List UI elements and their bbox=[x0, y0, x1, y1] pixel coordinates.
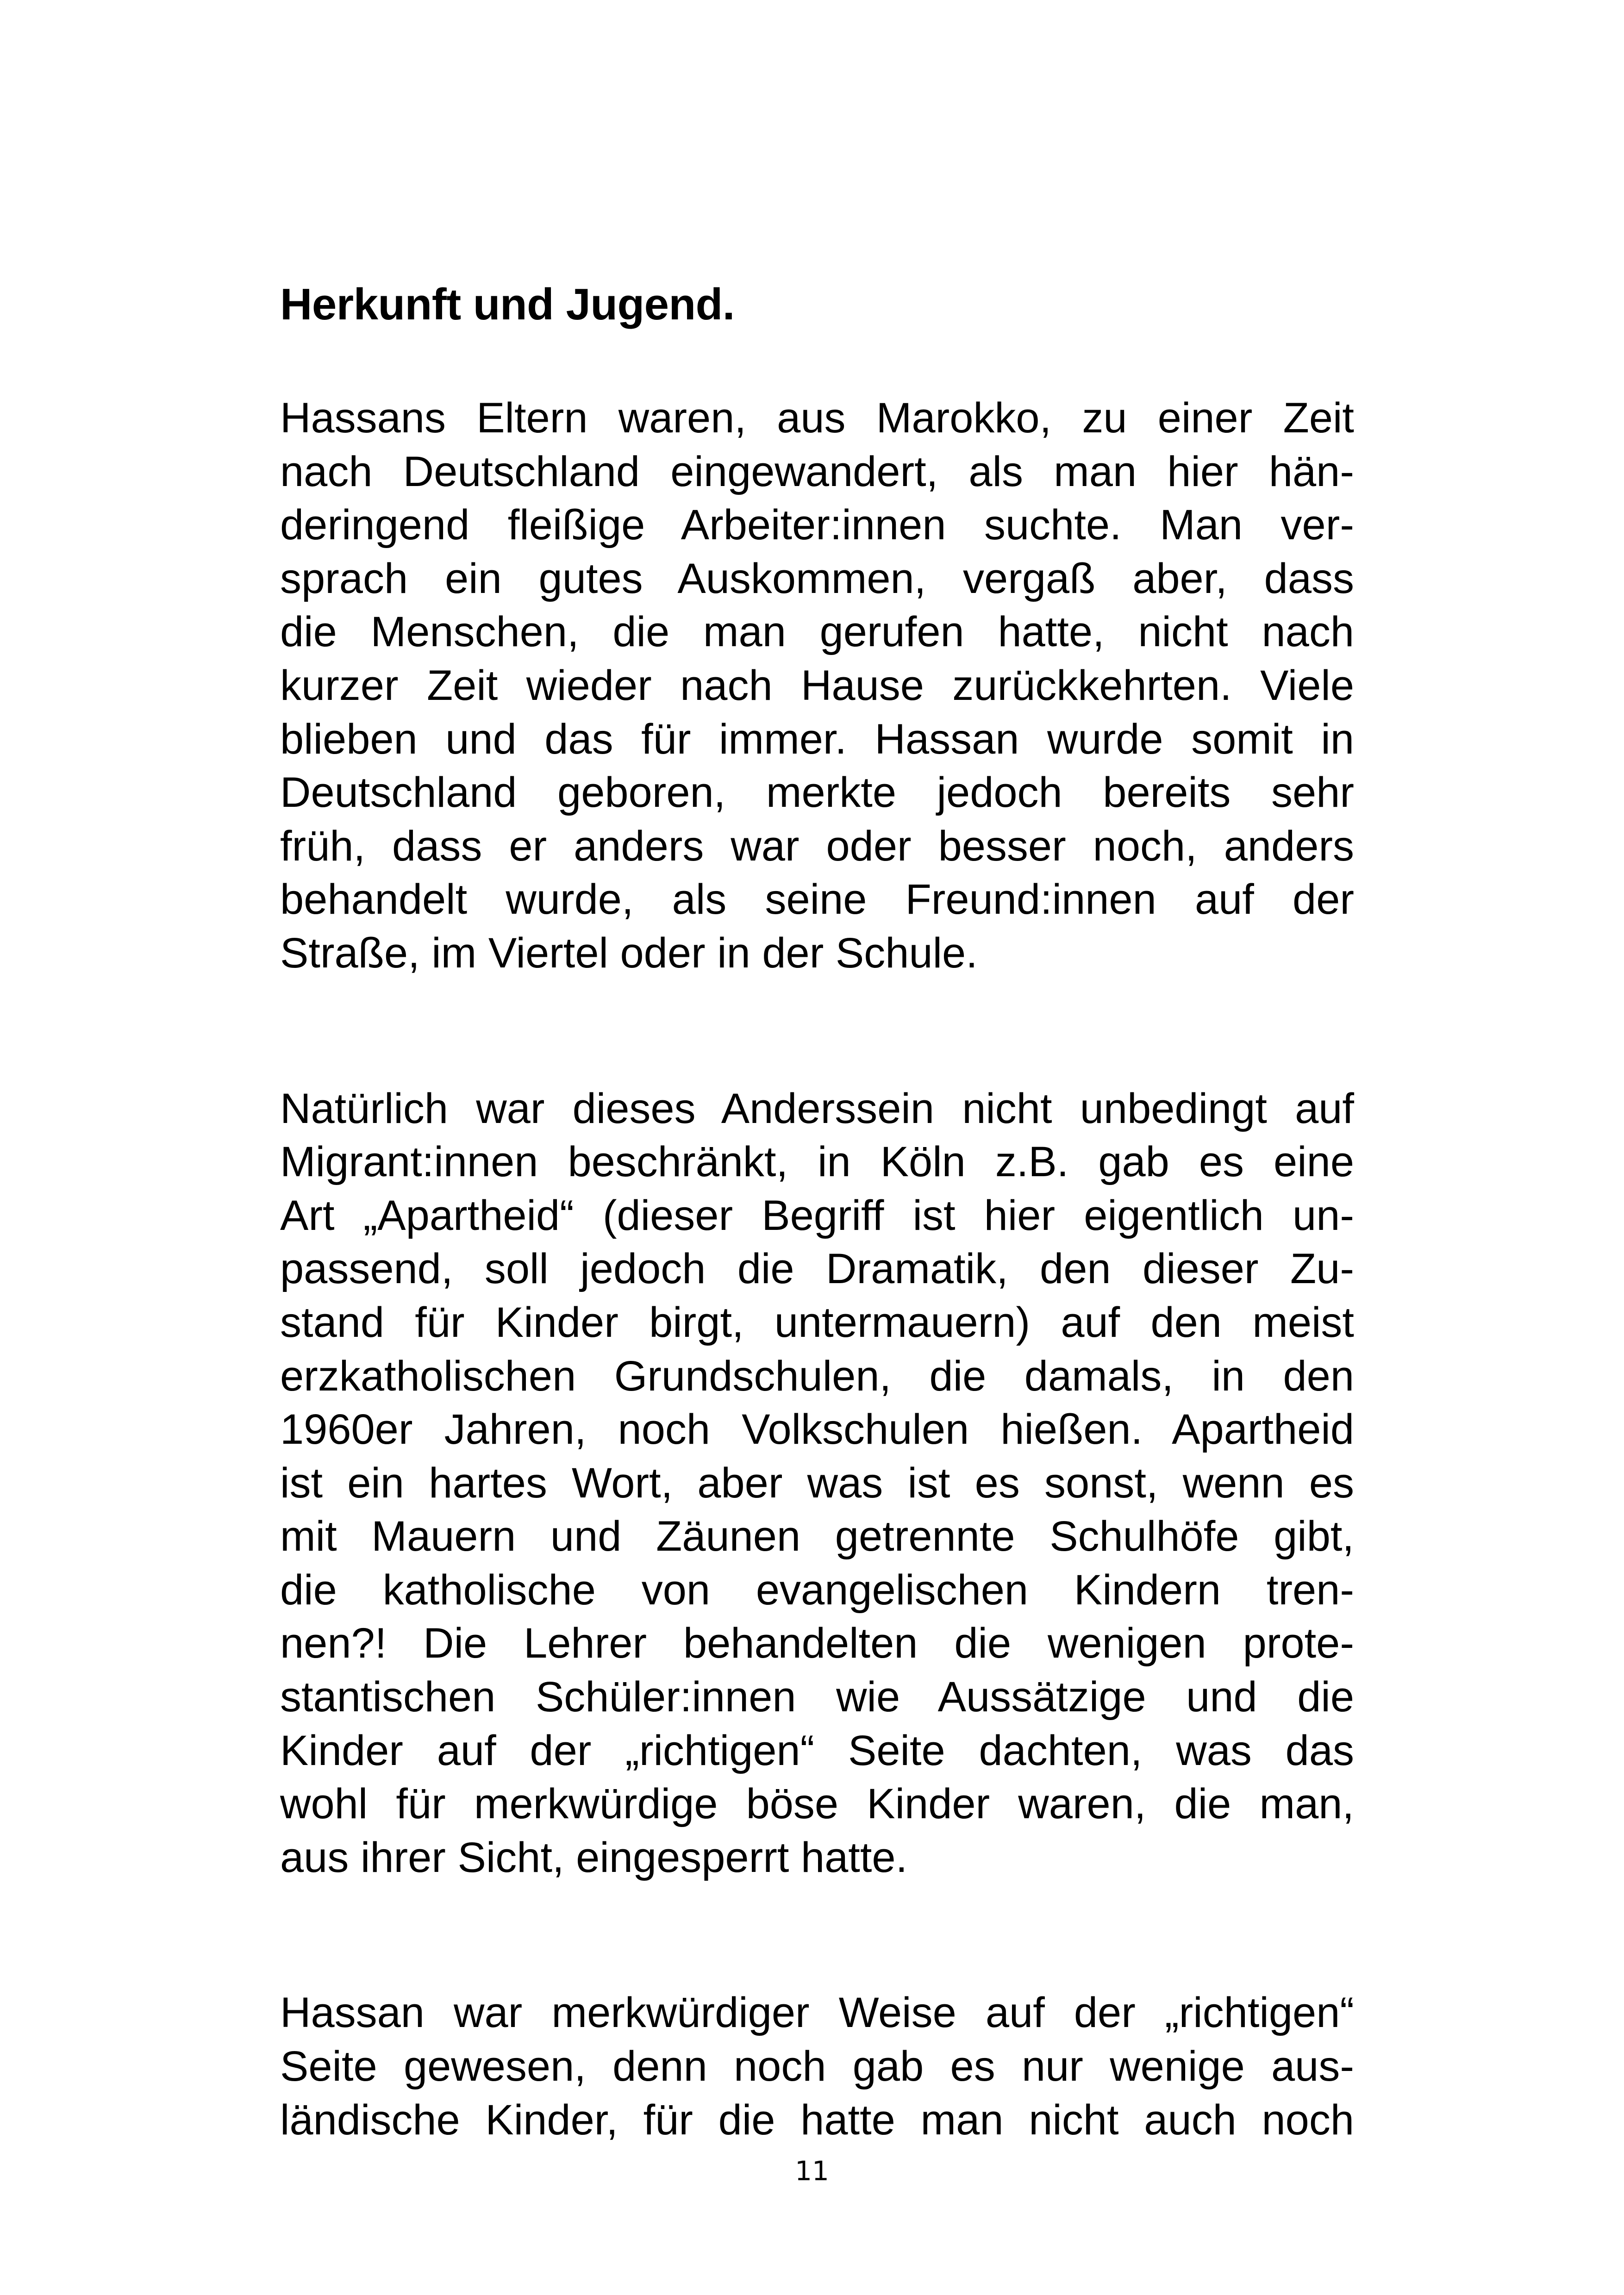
text-line: kurzer Zeit wieder nach Hause zurückkehrten. Viele bbox=[280, 661, 1354, 709]
text-line: erzkatholischen Grundschulen, die damals, in den bbox=[280, 1352, 1354, 1400]
text-line: Deutschland geboren, merkte jedoch bereits sehr bbox=[280, 769, 1354, 817]
text-line: früh, dass er anders war oder besser noch, anders bbox=[280, 822, 1354, 870]
text-line: Art „Apartheid“ (dieser Begriff ist hier eigentlich un- bbox=[280, 1191, 1354, 1239]
paragraph-1 bbox=[280, 392, 1354, 980]
text-line: wohl für merkwürdige böse Kinder waren, die man, bbox=[280, 1780, 1354, 1828]
text-line: behandelt wurde, als seine Freund:innen auf der bbox=[280, 876, 1354, 923]
text-line: Migrant:innen beschränkt, in Köln z.B. gab es eine bbox=[280, 1138, 1354, 1186]
text-line: Hassan war merkwürdiger Weise auf der „richtigen“ bbox=[280, 1989, 1354, 2037]
paragraph-2 bbox=[280, 1082, 1354, 1885]
page-content bbox=[280, 278, 1354, 2249]
text-line: aus ihrer Sicht, eingesperrt hatte. bbox=[280, 1834, 908, 1881]
text-line: sprach ein gutes Auskommen, vergaß aber, dass bbox=[280, 555, 1354, 602]
paragraph-3 bbox=[280, 1986, 1354, 2147]
text-line: Natürlich war dieses Anderssein nicht unbedingt auf bbox=[280, 1085, 1354, 1132]
text-line: passend, soll jedoch die Dramatik, den dieser Zu- bbox=[280, 1245, 1354, 1293]
text-line: Kinder auf der „richtigen“ Seite dachten, was das bbox=[280, 1727, 1354, 1774]
page-number: 11 bbox=[795, 2155, 829, 2187]
text-line: stand für Kinder birgt, untermauern) auf den meist bbox=[280, 1298, 1354, 1346]
text-line: mit Mauern und Zäunen getrennte Schulhöfe gibt, bbox=[280, 1513, 1354, 1560]
text-line: 1960er Jahren, noch Volkschulen hießen. Apartheid bbox=[280, 1406, 1354, 1453]
text-line: blieben und das für immer. Hassan wurde somit in bbox=[280, 715, 1354, 763]
chapter-heading: Herkunft und Jugend. bbox=[280, 280, 735, 329]
text-line: die katholische von evangelischen Kindern tren- bbox=[280, 1566, 1354, 1614]
text-line: Hassans Eltern waren, aus Marokko, zu einer Zeit bbox=[280, 394, 1354, 442]
text-line: deringend fleißige Arbeiter:innen suchte. Man ver- bbox=[280, 501, 1354, 549]
text-line: stantischen Schüler:innen wie Aussätzige und die bbox=[280, 1673, 1354, 1721]
text-line: Straße, im Viertel oder in der Schule. bbox=[280, 929, 978, 977]
text-line: ländische Kinder, für die hatte man nicht auch noch bbox=[280, 2096, 1354, 2144]
text-line: nen?! Die Lehrer behandelten die wenigen prote- bbox=[280, 1620, 1354, 1667]
text-line: nach Deutschland eingewandert, als man hier hän- bbox=[280, 448, 1354, 495]
text-line: ist ein hartes Wort, aber was ist es sonst, wenn es bbox=[280, 1459, 1354, 1507]
text-line: Seite gewesen, denn noch gab es nur wenige aus- bbox=[280, 2043, 1354, 2090]
text-line: die Menschen, die man gerufen hatte, nicht nach bbox=[280, 608, 1354, 656]
